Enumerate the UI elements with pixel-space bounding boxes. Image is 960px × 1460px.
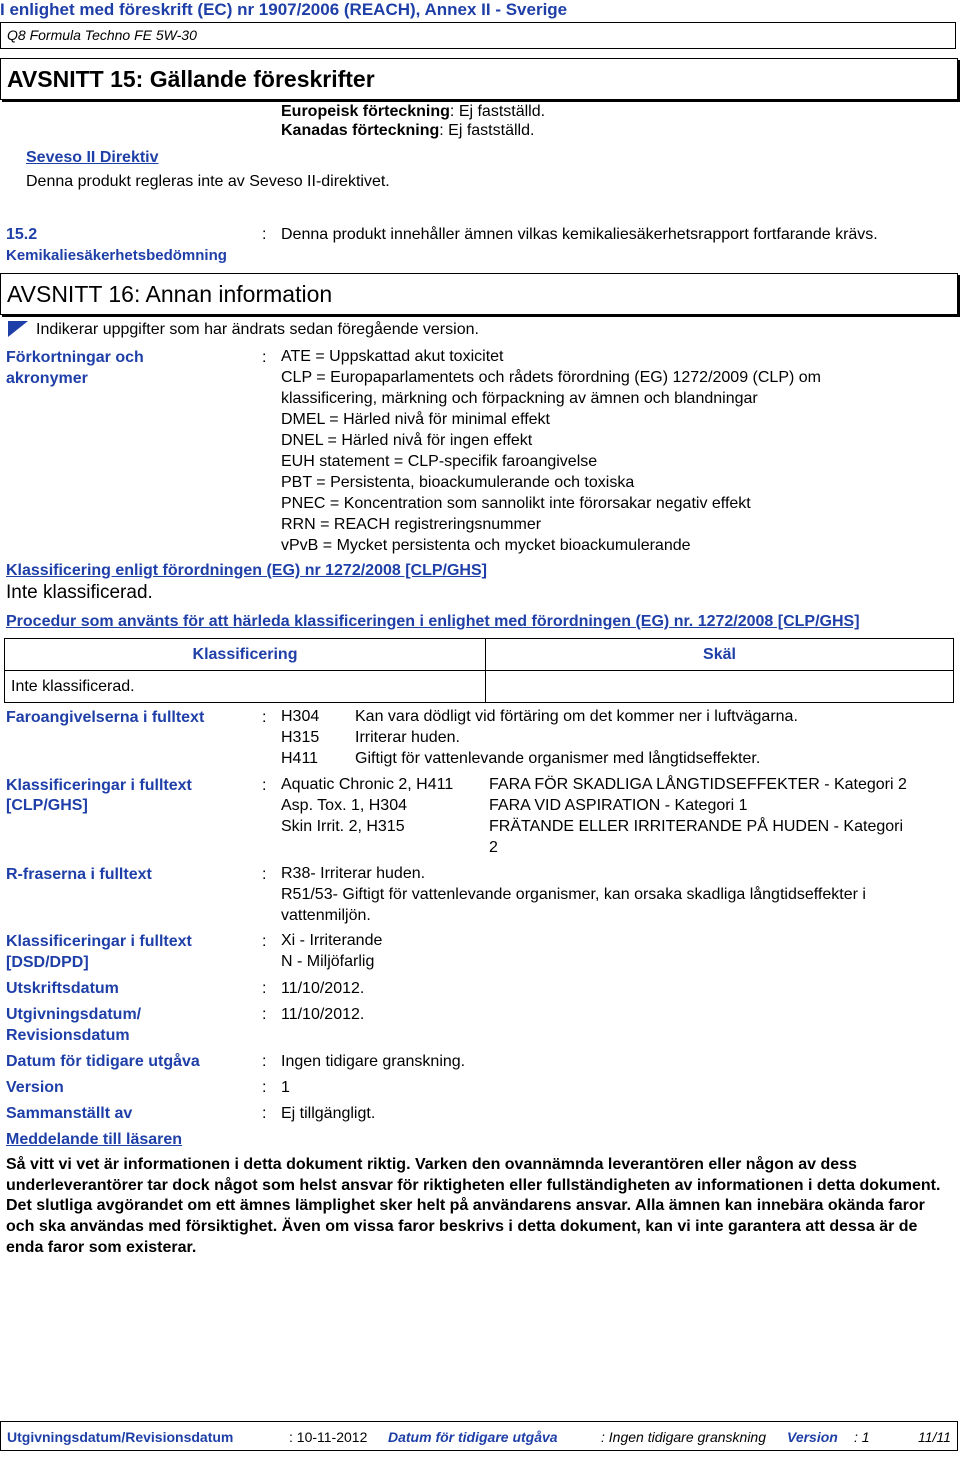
abbreviation-line: EUH statement = CLP-specifik faroangivelse	[281, 453, 598, 470]
version-label: Version	[6, 1079, 64, 1096]
hazard-text: Giftigt för vattenlevande organismer med långtidseffekter.	[355, 750, 761, 767]
changed-flag-icon	[8, 321, 28, 337]
product-name-box	[0, 22, 956, 49]
clpfull-code: Asp. Tox. 1, H304	[281, 797, 407, 814]
abbr-label-2: akronymer	[6, 370, 88, 387]
section-15-header	[0, 58, 958, 100]
r-phrase: R38- Irriterar huden.	[281, 865, 426, 882]
print-date-colon: :	[262, 980, 267, 997]
clpfull-label-2: [CLP/GHS]	[6, 797, 88, 814]
dsd-line: N - Miljöfarlig	[281, 953, 375, 970]
table-cell-reason	[486, 671, 954, 703]
footer-version-label: Version	[787, 1429, 838, 1445]
canada-inventory: Kanadas förteckning: Ej fastställd.	[281, 122, 535, 139]
abbreviation-line: RRN = REACH registreringsnummer	[281, 516, 542, 533]
clpfull-text: FRÄTANDE ELLER IRRITERANDE PÅ HUDEN - Kategori	[489, 818, 904, 835]
seveso-text: Denna produkt regleras inte av Seveso II-direktivet.	[26, 173, 390, 190]
hazard-texts	[355, 706, 798, 769]
r-phrase: R51/53- Giftigt för vattenlevande organismer, kan orsaka skadliga långtidseffekter i	[281, 886, 866, 903]
section-16-title: AVSNITT 16: Annan information	[7, 281, 333, 307]
hazard-label: Faroangivelserna i fulltext	[6, 709, 205, 726]
abbreviation-line: DMEL = Härled nivå för minimal effekt	[281, 411, 550, 428]
r-phrase: vattenmiljön.	[281, 907, 371, 924]
clpfull-codes	[281, 774, 453, 837]
abbreviation-line: DNEL = Härled nivå för ingen effekt	[281, 432, 533, 449]
abbr-label-1: Förkortningar och	[6, 349, 144, 366]
hazard-text: Irriterar huden.	[355, 729, 460, 746]
clpfull-text: 2	[489, 839, 498, 856]
clpfull-colon: :	[262, 777, 267, 794]
r-phrases	[281, 863, 866, 926]
section-16-header	[0, 273, 958, 315]
changed-note: Indikerar uppgifter som har ändrats sedan föregående version.	[36, 321, 479, 338]
abbreviation-line: PNEC = Koncentration som sannolikt inte förorsakar negativ effekt	[281, 495, 751, 512]
table-row	[5, 671, 954, 703]
chem-safety-label: Kemikaliesäkerhetsbedömning	[6, 247, 227, 264]
compiled-by-value: Ej tillgängligt.	[281, 1105, 376, 1122]
table-header-reason: Skäl	[486, 639, 954, 671]
abbreviation-line: CLP = Europaparlamentets och rådets förordning (EG) 1272/2009 (CLP) om	[281, 369, 821, 386]
dsd-lines	[281, 930, 382, 972]
footer-prev-label: Datum för tidigare utgåva	[388, 1429, 558, 1445]
chem-safety-value: Denna produkt innehåller ämnen vilkas kemikaliesäkerhetsrapport fortfarande krävs.	[281, 226, 878, 243]
hazard-code: H315	[281, 729, 320, 746]
footer-version-value: : 1	[854, 1429, 870, 1445]
footer-page-number: 11/11	[918, 1429, 951, 1445]
procedure-heading: Procedur som använts för att härleda klassificeringen i enlighet med förordningen (EG) nr. 1272/2008 [CLP/GHS]	[6, 613, 860, 630]
seveso-title: Seveso II Direktiv	[26, 149, 159, 166]
dsd-label-2: [DSD/DPD]	[6, 954, 89, 971]
dsd-line: Xi - Irriterande	[281, 932, 383, 949]
clpfull-texts	[489, 774, 907, 858]
dsd-colon: :	[262, 933, 267, 950]
hazard-colon: :	[262, 709, 267, 726]
hazard-code: H411	[281, 750, 319, 767]
print-date-label: Utskriftsdatum	[6, 980, 119, 997]
product-name: Q8 Formula Techno FE 5W-30	[7, 27, 197, 43]
notice-text: Så vitt vi vet är informationen i detta dokument riktig. Varken den ovannämnda leverantören eller någon av dess underleverantörer tar dock något som helst ansvar för riktigheten eller fullständigheten av informationen i detta dokument. Det slutliga avgörandet om ett ämnes lämplighet sker helt på användarens ansvar. Alla ämnen kan innebära okända faror och ska användas med försiktighet. Även om vissa faror beskrivs i detta dokument, kan vi inte garantera att dessa är de enda faror som existerar.	[6, 1156, 941, 1256]
clp-heading: Klassificering enligt förordningen (EG) nr 1272/2008 [CLP/GHS]	[6, 562, 487, 579]
abbreviation-line: klassificering, märkning och förpackning av ämnen och blandningar	[281, 390, 758, 407]
abbr-colon: :	[262, 349, 267, 366]
abbreviation-line: ATE = Uppskattad akut toxicitet	[281, 348, 504, 365]
page-footer	[0, 1421, 958, 1451]
europe-inventory: Europeisk förteckning: Ej fastställd.	[281, 103, 546, 120]
hazard-text: Kan vara dödligt vid förtäring om det kommer ner i luftvägarna.	[355, 708, 798, 725]
hazard-code: H304	[281, 708, 320, 725]
clpfull-code: Skin Irrit. 2, H315	[281, 818, 405, 835]
abbreviation-list	[281, 346, 821, 556]
version-colon: :	[262, 1079, 267, 1096]
r-colon: :	[262, 866, 267, 883]
abbreviation-line: vPvB = Mycket persistenta och mycket bioackumulerande	[281, 537, 691, 554]
clp-value: Inte klassificerad.	[6, 582, 153, 603]
table-cell-classification: Inte klassificerad.	[5, 671, 486, 703]
prev-edition-label: Datum för tidigare utgåva	[6, 1053, 200, 1070]
footer-issue-label: Utgivningsdatum/Revisionsdatum	[7, 1429, 234, 1445]
classification-table	[4, 638, 954, 703]
footer-prev-value: : Ingen tidigare granskning	[601, 1429, 766, 1445]
notice-heading: Meddelande till läsaren	[6, 1131, 183, 1148]
dsd-label-1: Klassificeringar i fulltext	[6, 933, 192, 950]
compiled-by-colon: :	[262, 1105, 267, 1122]
prev-edition-value: Ingen tidigare granskning.	[281, 1053, 466, 1070]
clpfull-code: Aquatic Chronic 2, H411	[281, 776, 454, 793]
footer-issue-value: : 10-11-2012	[289, 1429, 368, 1445]
abbreviation-line: PBT = Persistenta, bioackumulerande och toxiska	[281, 474, 635, 491]
issue-date-colon: :	[262, 1006, 267, 1023]
table-header-row	[5, 639, 954, 671]
clpfull-text: FARA FÖR SKADLIGA LÅNGTIDSEFFEKTER - Kategori 2	[489, 776, 907, 793]
clpfull-text: FARA VID ASPIRATION - Kategori 1	[489, 797, 748, 814]
table-header-classification: Klassificering	[5, 639, 486, 671]
issue-date-label-1: Utgivningsdatum/	[6, 1006, 142, 1023]
prev-edition-colon: :	[262, 1053, 267, 1070]
chem-safety-number: 15.2	[6, 226, 38, 243]
clpfull-label-1: Klassificeringar i fulltext	[6, 777, 192, 794]
compiled-by-label: Sammanställt av	[6, 1105, 133, 1122]
document-title: I enlighet med föreskrift (EC) nr 1907/2006 (REACH), Annex II - Sverige	[0, 0, 568, 19]
issue-date-label-2: Revisionsdatum	[6, 1027, 130, 1044]
hazard-codes	[281, 706, 319, 769]
version-value: 1	[281, 1079, 290, 1096]
section-15-title: AVSNITT 15: Gällande föreskrifter	[7, 66, 375, 92]
r-label: R-fraserna i fulltext	[6, 866, 152, 883]
issue-date-value: 11/10/2012.	[281, 1006, 365, 1023]
print-date-value: 11/10/2012.	[281, 980, 365, 997]
chem-safety-colon: :	[262, 226, 267, 243]
